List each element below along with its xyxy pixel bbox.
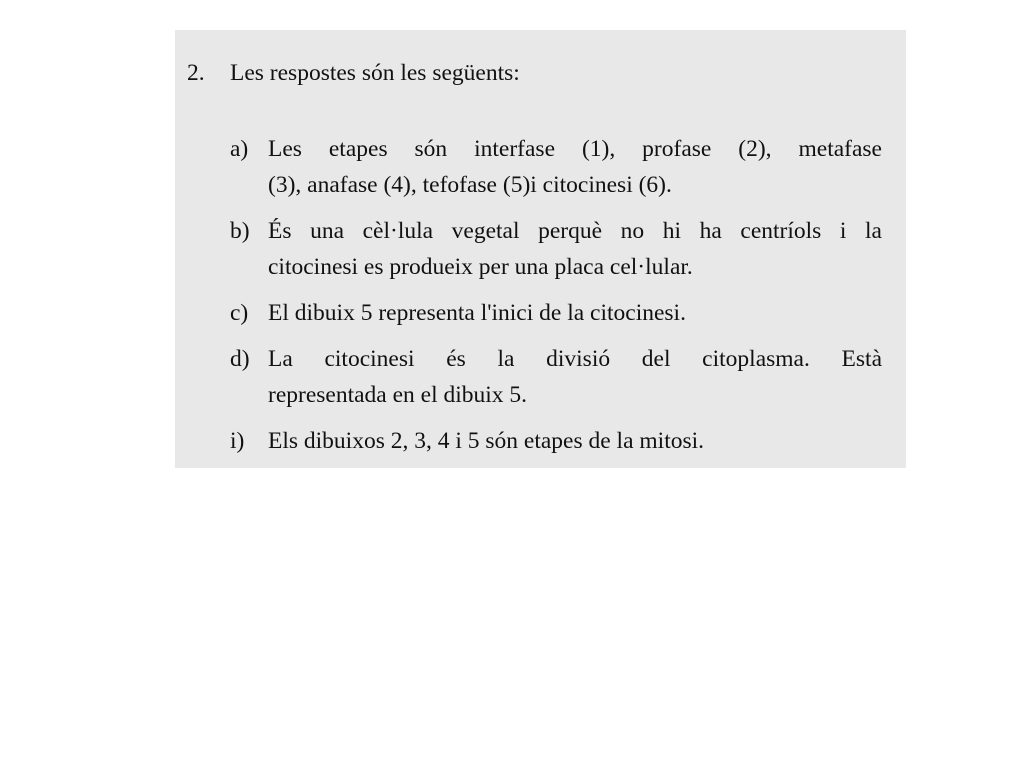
item-marker: b) bbox=[230, 218, 250, 244]
item-text bbox=[268, 423, 882, 459]
answer-heading bbox=[187, 58, 520, 88]
item-line: citocinesi es produeix per una placa cel·lular. bbox=[268, 254, 693, 280]
item-text bbox=[268, 131, 882, 203]
answer-item-d bbox=[230, 341, 882, 413]
item-line: És una cèl·lula vegetal perquè no hi ha centríols i la bbox=[268, 218, 882, 244]
item-marker: c) bbox=[230, 300, 249, 326]
item-line: La citocinesi és la divisió del citoplasma. Està bbox=[268, 346, 882, 372]
answer-item-a bbox=[230, 131, 882, 203]
answer-item-c bbox=[230, 295, 882, 331]
answer-item-b bbox=[230, 213, 882, 285]
item-line: El dibuix 5 representa l'inici de la citocinesi. bbox=[268, 300, 686, 326]
item-line: Els dibuixos 2, 3, 4 i 5 són etapes de la mitosi. bbox=[268, 428, 705, 454]
answer-item-i bbox=[230, 423, 882, 459]
item-line: representada en el dibuix 5. bbox=[268, 382, 528, 408]
answer-number: 2. bbox=[187, 60, 205, 86]
item-marker: i) bbox=[230, 428, 245, 454]
item-text bbox=[268, 213, 882, 285]
answer-heading-text: Les respostes són les següents: bbox=[230, 60, 520, 86]
item-text bbox=[268, 341, 882, 413]
answer-box bbox=[175, 30, 906, 468]
item-line: (3), anafase (4), tefofase (5)i citocinesi (6). bbox=[268, 172, 672, 198]
item-marker: d) bbox=[230, 346, 250, 372]
item-marker: a) bbox=[230, 136, 249, 162]
item-text bbox=[268, 295, 882, 331]
item-line: Les etapes són interfase (1), profase (2), metafase bbox=[268, 136, 882, 162]
